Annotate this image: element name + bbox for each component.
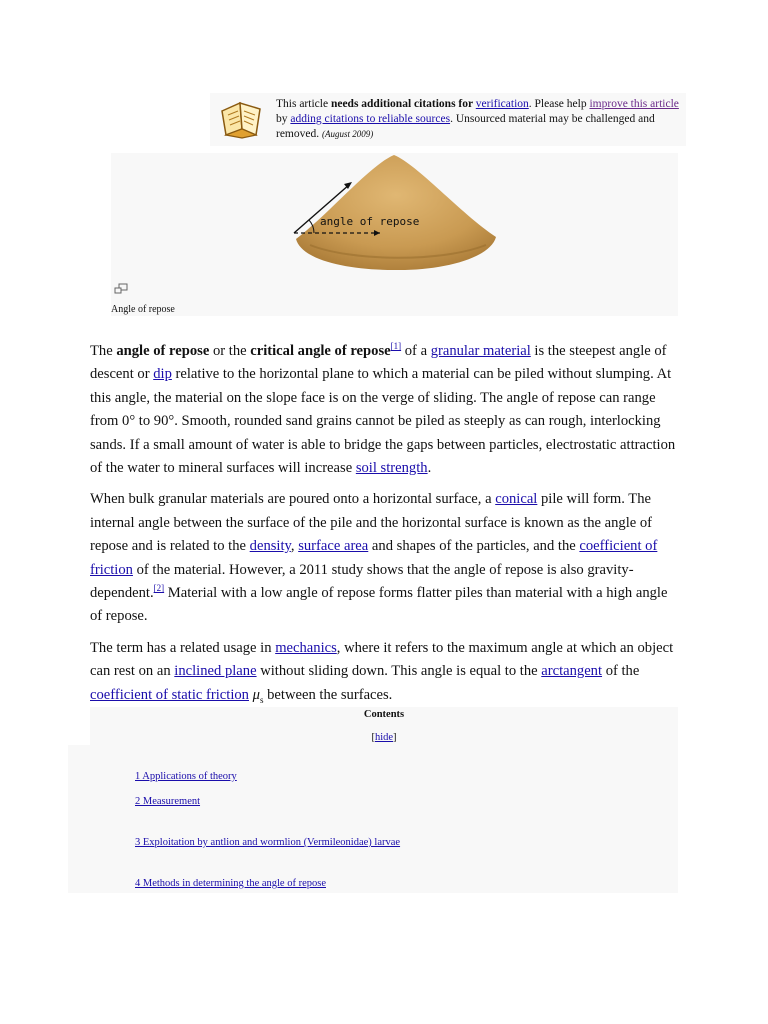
text: of the material. However, a 2011 study shows that the angle of repose is also gravity-dependent.	[90, 561, 634, 602]
text: .	[427, 460, 432, 477]
toc-hide-link[interactable]: hide	[374, 732, 394, 743]
arctangent-link[interactable]: arctangent	[541, 663, 603, 680]
paragraph-mechanics	[90, 637, 682, 712]
notice-text	[276, 97, 680, 142]
adding-citations-link[interactable]: adding citations to reliable sources	[290, 113, 451, 125]
text: of the	[602, 663, 640, 680]
notice-rest: . Unsourced material may be challenged and removed.	[276, 113, 655, 140]
paragraph-formation	[90, 488, 682, 628]
text: , where it refers to the maximum angle at which an object can rest on an	[90, 639, 674, 680]
text: The term has a related usage in	[90, 639, 276, 656]
text: relative to the horizontal plane to which a material can be piled without slumping. At this angle, the material on the slope face is on the verge of sliding. The angle of repose can range from 0° to 90°. Smooth, rounded sand grains cannot be piled as steeply as can rough, interlocking sands. If a small amount of water is able to bridge the gaps between particles, electrostatic attraction of the water to mineral surfaces will increase	[90, 366, 676, 477]
toc-item-methods[interactable]: 4 Methods in determining the angle of repose	[135, 878, 326, 889]
mechanics-link[interactable]: mechanics	[275, 639, 337, 656]
citation-notice	[210, 93, 686, 146]
improve-article-link[interactable]: improve this article	[589, 98, 679, 110]
surface-area-link[interactable]: surface area	[298, 538, 369, 555]
notice-by: by	[276, 113, 291, 125]
term-critical-angle: critical angle of repose	[250, 343, 391, 359]
soil-strength-link[interactable]: soil strength	[355, 460, 428, 477]
toc-item-applications[interactable]: 1 Applications of theory	[135, 771, 237, 782]
image-label: angle of repose	[320, 215, 420, 228]
term-angle-of-repose: angle of repose	[116, 343, 210, 359]
mu-subscript: s	[259, 694, 264, 705]
text: between the surfaces.	[263, 686, 393, 703]
figure-thumbnail	[111, 153, 678, 316]
notice-prefix: This article	[276, 98, 331, 110]
toc-hide-toggle	[90, 732, 678, 743]
granular-material-link[interactable]: granular material	[430, 343, 531, 359]
notice-mid: . Please help	[528, 98, 590, 110]
text: is the steepest angle of descent or	[90, 343, 667, 383]
text: pile will form. The internal angle between the surface of the pile and the horizontal surface is known as the angle of repose and is related to the	[90, 491, 653, 555]
text: When bulk granular materials are poured onto a horizontal surface, a	[90, 491, 496, 508]
toc-item-measurement[interactable]: 2 Measurement	[135, 796, 201, 807]
article-body	[90, 340, 682, 720]
reference-link-2[interactable]: [2]	[153, 583, 165, 594]
paragraph-intro	[90, 340, 682, 480]
verification-link[interactable]: verification	[475, 98, 529, 110]
text: and shapes of the particles, and the	[368, 538, 580, 555]
toc-left-strip	[68, 745, 92, 893]
mu-symbol: μ	[252, 686, 260, 703]
dip-link[interactable]: dip	[153, 366, 172, 383]
sand-pile-image[interactable]	[290, 153, 500, 275]
toc-item-exploitation[interactable]: 3 Exploitation by antlion and wormlion (Vermileonidae) larvae	[135, 837, 401, 848]
coefficient-of-friction-link[interactable]: coefficient of friction	[90, 538, 658, 578]
reference-link-1[interactable]: [1]	[390, 341, 402, 352]
coefficient-of-static-friction-link[interactable]: coefficient of static friction	[90, 686, 249, 703]
book-icon	[218, 99, 266, 139]
bracket-close: ]	[393, 732, 397, 743]
density-link[interactable]: density	[249, 538, 291, 555]
bracket-open: [	[371, 732, 375, 743]
notice-bold: needs additional citations for	[330, 98, 476, 110]
inclined-plane-link[interactable]: inclined plane	[174, 663, 257, 680]
table-of-contents	[90, 707, 678, 893]
conical-link[interactable]: conical	[495, 491, 538, 508]
text: The	[90, 343, 117, 359]
text: of a	[401, 343, 431, 359]
text: ,	[290, 538, 299, 555]
text: or the	[209, 343, 251, 359]
toc-title: Contents	[363, 709, 405, 720]
text: without sliding down. This angle is equal to the	[256, 663, 542, 680]
text: Material with a low angle of repose forms flatter piles than material with a high angle of repose.	[90, 585, 668, 625]
notice-date: (August 2009)	[321, 129, 374, 139]
magnify-icon[interactable]	[114, 283, 128, 295]
figure-caption: Angle of repose	[111, 304, 175, 315]
